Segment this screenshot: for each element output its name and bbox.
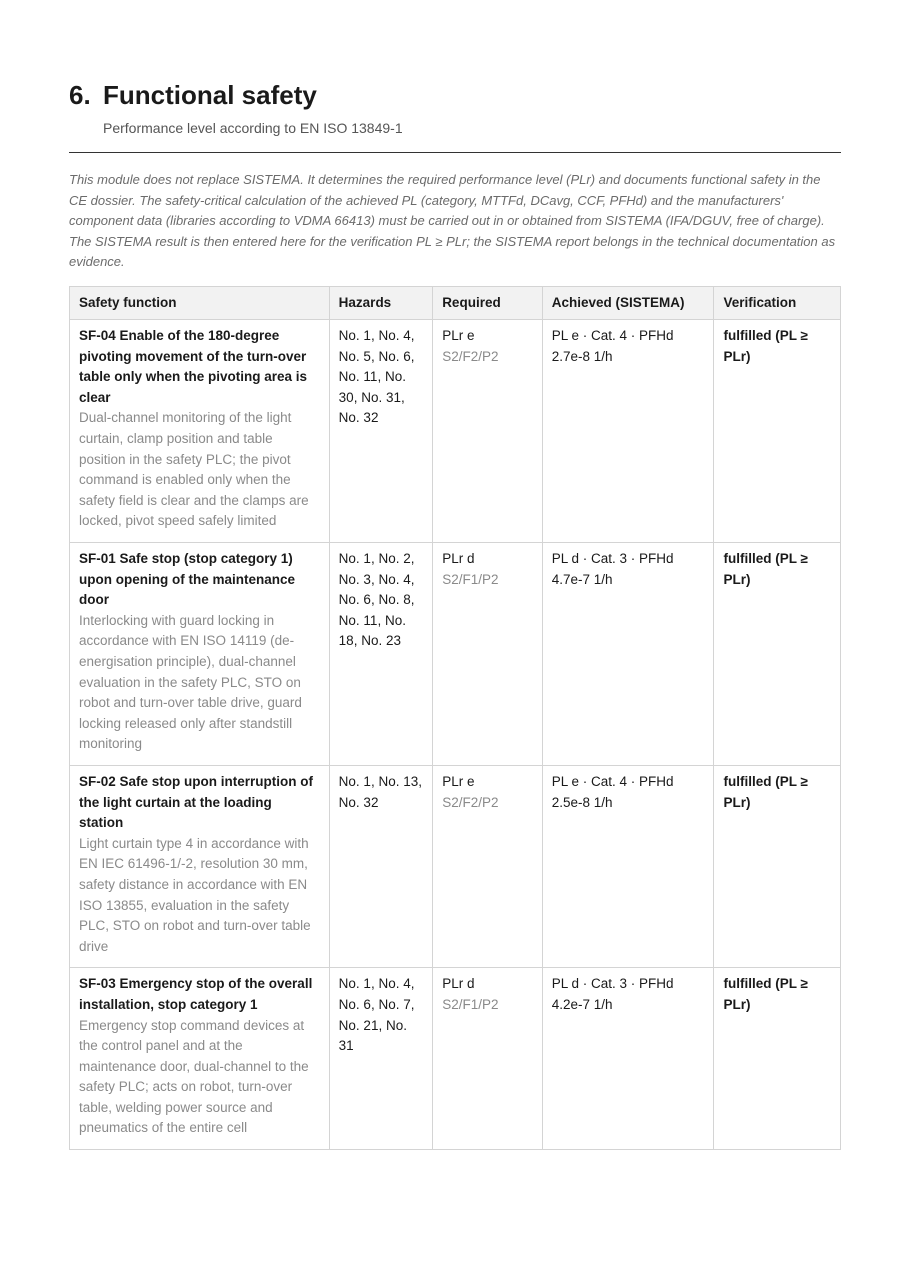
table-row <box>70 543 841 766</box>
safety-function-title: SF-04 Enable of the 180-degree pivoting movement of the turn-over table only when the pivoting area is clear <box>79 328 308 405</box>
safety-function-cell <box>70 320 330 543</box>
table-row <box>70 320 841 543</box>
header-hazards: Hazards <box>329 286 433 320</box>
safety-function-description: Light curtain type 4 in accordance with EN IEC 61496-1/-2, resolution 30 mm, safety distance in accordance with EN ISO 13855, evaluation in the safety PLC, STO on robot and turn-over table drive <box>79 835 311 954</box>
required-risk-params: S2/F1/P2 <box>442 996 499 1012</box>
safety-function-title: SF-01 Safe stop (stop category 1) upon opening of the maintenance door <box>79 551 295 608</box>
hazards-cell: No. 1, No. 2, No. 3, No. 4, No. 6, No. 8, No. 11, No. 18, No. 23 <box>329 543 433 766</box>
required-cell <box>433 320 543 543</box>
hazards-cell: No. 1, No. 13, No. 32 <box>329 765 433 967</box>
required-cell <box>433 765 543 967</box>
table-row <box>70 968 841 1150</box>
safety-function-description: Interlocking with guard locking in accordance with EN ISO 14119 (de-energisation principle), dual-channel evaluation in the safety PLC, STO on robot and turn-over table drive, guard locking released only after standstill monitoring <box>79 612 302 752</box>
header-achieved: Achieved (SISTEMA) <box>542 286 714 320</box>
safety-function-description: Dual-channel monitoring of the light curtain, clamp position and table position in the safety PLC; the pivot command is enabled only when the safety field is clear and the clamps are locked, pivot speed safely limited <box>79 410 309 529</box>
safety-function-cell <box>70 765 330 967</box>
required-cell <box>433 968 543 1150</box>
section-number: 6. <box>69 80 91 110</box>
required-pl: PLr e <box>442 773 475 789</box>
achieved-cell: PL e · Cat. 4 · PFHd 2.7e-8 1/h <box>542 320 714 543</box>
section-heading <box>69 80 841 116</box>
verification-cell: fulfilled (PL ≥ PLr) <box>714 765 841 967</box>
safety-function-description: Emergency stop command devices at the control panel and at the maintenance door, dual-channel to the safety PLC; acts on robot, turn-over table, welding power source and pneumatics of the entire cell <box>79 1017 309 1136</box>
required-risk-params: S2/F1/P2 <box>442 571 499 587</box>
document-page <box>69 80 841 1150</box>
safety-function-cell <box>70 968 330 1150</box>
required-pl: PLr e <box>442 328 475 344</box>
section-title: Functional safety <box>103 80 317 110</box>
verification-cell: fulfilled (PL ≥ PLr) <box>714 543 841 766</box>
required-cell <box>433 543 543 766</box>
required-risk-params: S2/F2/P2 <box>442 794 499 810</box>
header-required: Required <box>433 286 543 320</box>
hazards-cell: No. 1, No. 4, No. 5, No. 6, No. 11, No. 30, No. 31, No. 32 <box>329 320 433 543</box>
required-pl: PLr d <box>442 976 475 992</box>
sistema-note: This module does not replace SISTEMA. It determines the required performance level (PLr) and documents functional safety in the CE dossier. The safety-critical calculation of the achieved PL (category, MTTFd, DCavg, CCF, PFHd) and the manufacturers' component data (libraries according to VDMA 66413) must be carried out in or obtained from SISTEMA (IFA/DGUV, free of charge). The SISTEMA result is then entered here for the verification PL ≥ PLr; the SISTEMA report belongs in the technical documentation as evidence. <box>69 172 836 269</box>
achieved-cell: PL e · Cat. 4 · PFHd 2.5e-8 1/h <box>542 765 714 967</box>
table-header-row <box>70 286 841 320</box>
hazards-cell: No. 1, No. 4, No. 6, No. 7, No. 21, No. 31 <box>329 968 433 1150</box>
required-pl: PLr d <box>442 551 475 567</box>
achieved-cell: PL d · Cat. 3 · PFHd 4.2e-7 1/h <box>542 968 714 1150</box>
section-subtitle: Performance level according to EN ISO 13849-1 <box>103 120 403 136</box>
header-safety-function: Safety function <box>70 286 330 320</box>
required-risk-params: S2/F2/P2 <box>442 348 499 364</box>
safety-function-title: SF-02 Safe stop upon interruption of the light curtain at the loading station <box>79 773 313 831</box>
verification-cell: fulfilled (PL ≥ PLr) <box>714 968 841 1150</box>
table-row <box>70 765 841 967</box>
safety-function-cell <box>70 543 330 766</box>
safety-function-title: SF-03 Emergency stop of the overall installation, stop category 1 <box>79 976 313 1012</box>
safety-functions-table <box>69 286 841 1151</box>
header-verification: Verification <box>714 286 841 320</box>
verification-cell: fulfilled (PL ≥ PLr) <box>714 320 841 543</box>
achieved-cell: PL d · Cat. 3 · PFHd 4.7e-7 1/h <box>542 543 714 766</box>
section-divider <box>69 152 841 153</box>
